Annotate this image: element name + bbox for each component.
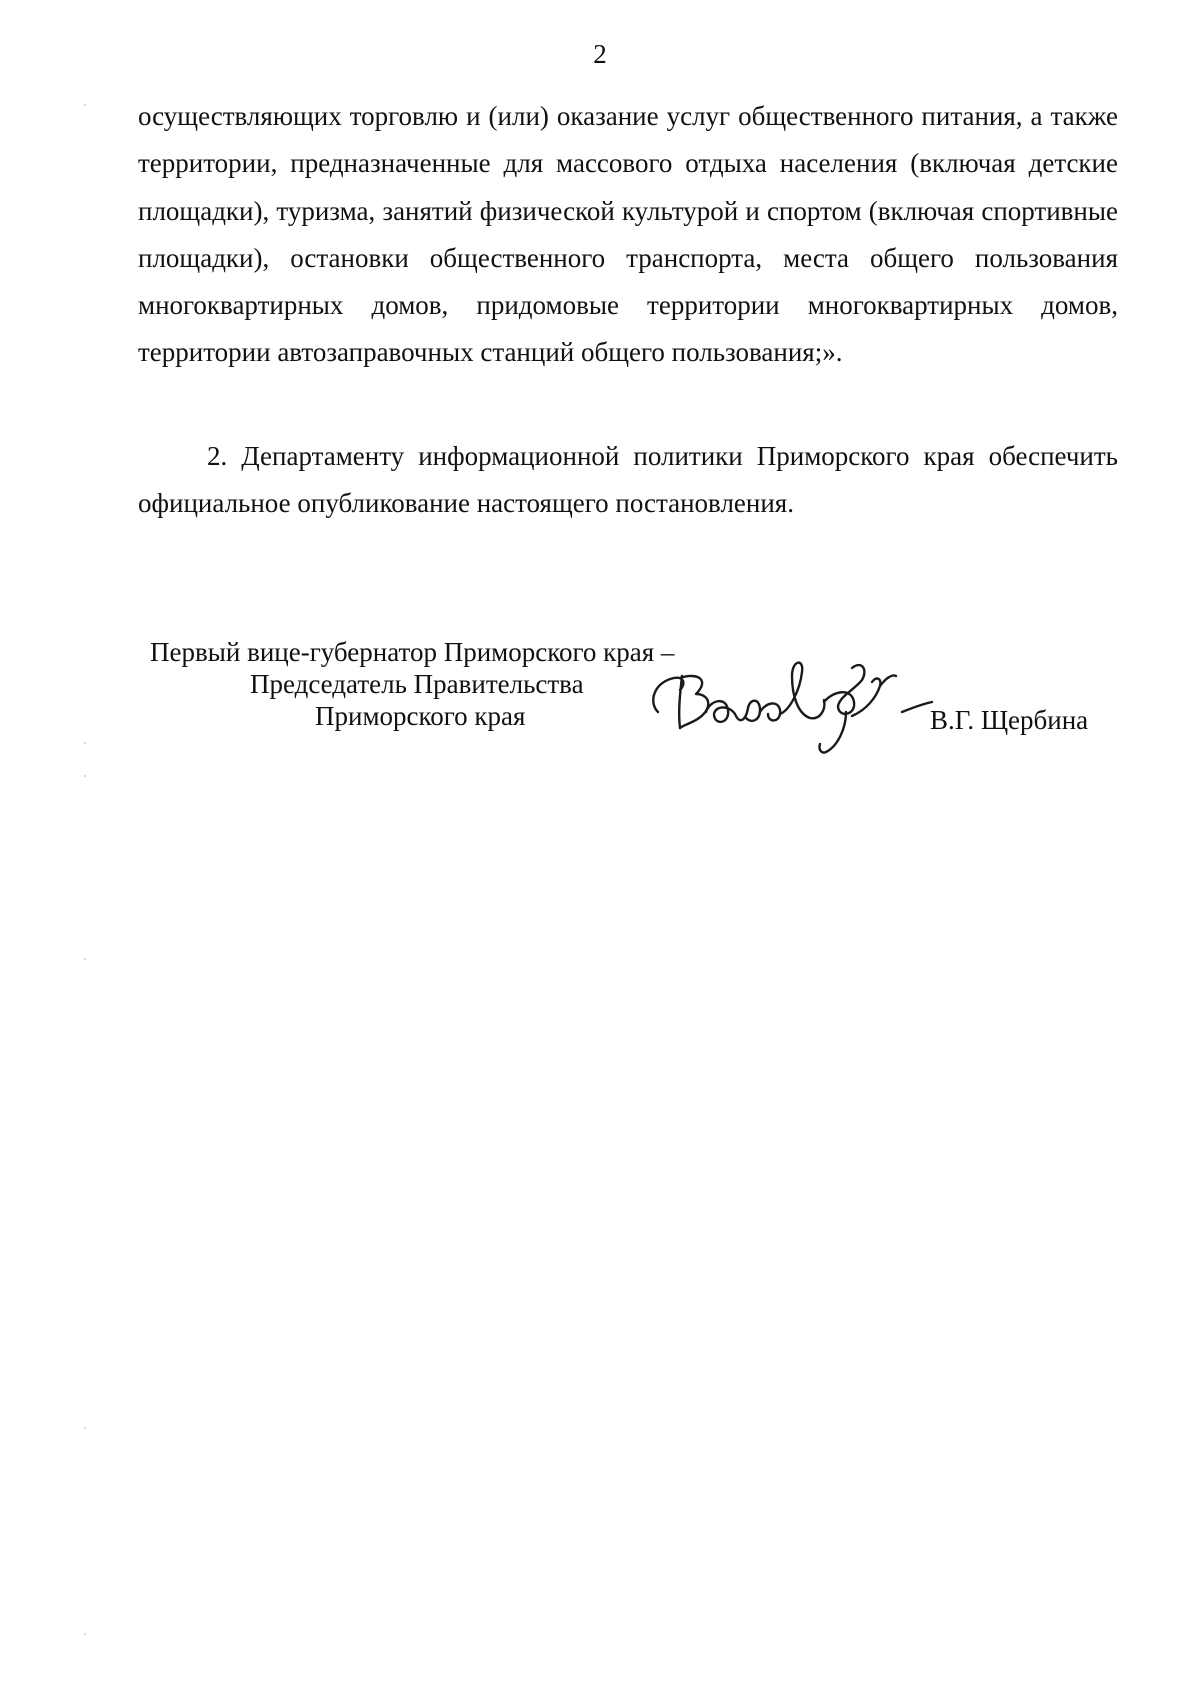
scan-artifact bbox=[84, 775, 86, 777]
signatory-position-line-2: Председатель Правительства bbox=[250, 669, 584, 699]
signatory-position bbox=[150, 636, 710, 732]
scan-artifact bbox=[84, 1427, 86, 1429]
signatory-position-line-1: Первый вице-губернатор Приморского края – bbox=[150, 637, 675, 667]
scan-artifact bbox=[84, 104, 86, 106]
page-number: 2 bbox=[593, 39, 607, 69]
paragraph-continuation: осуществляющих торговлю и (или) оказание услуг общественного питания, а также территории, предназначенные для массового отдыха населения (включая детские площадки), туризма, занятий физической культурой и спортом (включая спортивные площадки), остановки общественного транспорта, места общего пользования многоквартирных домов, придомовые территории многоквартирных домов, территории автозаправочных станций общего пользования;». bbox=[138, 101, 1118, 368]
scan-artifact bbox=[84, 958, 86, 960]
scan-artifact bbox=[84, 742, 86, 744]
handwritten-signature bbox=[640, 650, 970, 770]
scan-artifact bbox=[84, 1633, 86, 1635]
signatory-name: В.Г. Щербина bbox=[930, 705, 1089, 735]
signatory-position-line-3: Приморского края bbox=[315, 701, 526, 731]
paragraph-item-2: 2. Департаменту информационной политики Приморского края обеспечить официальное опубликование настоящего постановления. bbox=[138, 441, 1118, 519]
